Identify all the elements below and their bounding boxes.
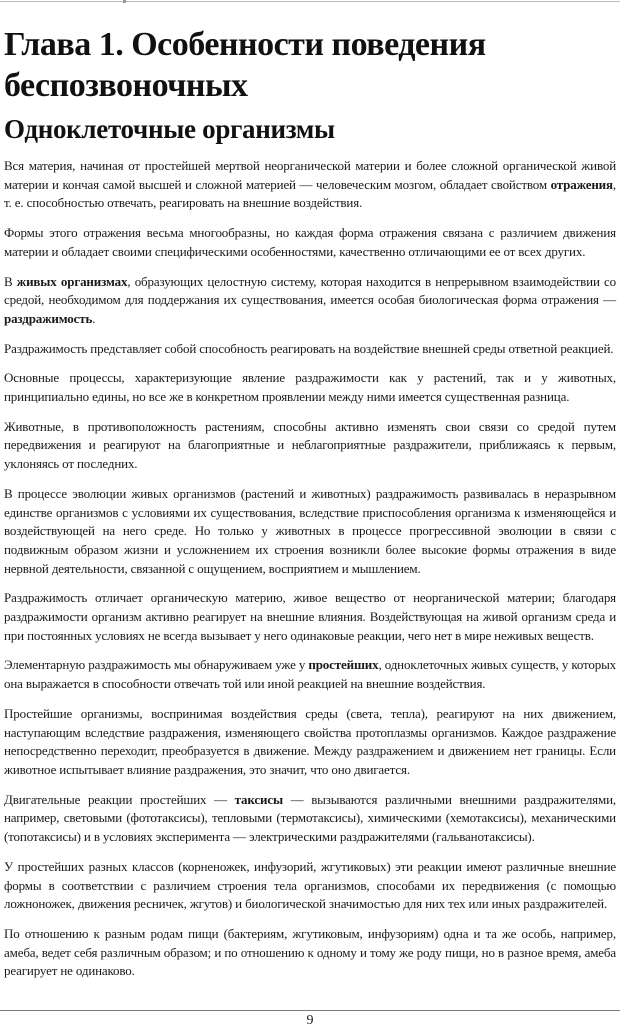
bold-term: таксисы (234, 791, 283, 807)
top-rule (0, 1, 620, 2)
bold-term: простейших (308, 657, 379, 673)
section-title: Одноклеточные организмы (4, 114, 335, 144)
bold-term: отражения (550, 176, 613, 192)
paragraph (4, 224, 616, 261)
text-run: Животные, в противоположность растениям, способны активно изменять свои связи со средой путем передвижения и реагируют на благоприятные и неблагоприятные раздражители, приближаясь к первым, уклоняясь от последних. (4, 418, 616, 472)
page-number: 9 (306, 1013, 314, 1028)
text-run: Двигательные реакции простейших — (4, 791, 235, 807)
paragraph (4, 157, 616, 213)
text-run: Простейшие организмы, воспринимая воздействия среды (света, тепла), реагируют на них движением, наступающим вследствие раздражения, изменяющего свойства протоплазмы организмов. Каждое раздражение непосредственно переходит, преобразуется в движение. Между раздражением и движением нет границы. Если животное испытывает влияние раздражения, это значит, что оно двигается. (4, 705, 616, 777)
bold-term: раздражимость (4, 310, 93, 326)
text-run: , т. е. способностью отвечать, реагировать на внешние воздействия. (4, 176, 616, 211)
text-run: Формы этого отражения весьма многообразны, но каждая форма отражения связана с различием движения материи и обладает своими специфическими особенностями, качественно отличающими ее от всех других. (4, 225, 616, 259)
paragraph (4, 656, 616, 693)
body-text (4, 157, 616, 981)
paragraph (4, 273, 616, 329)
text-run: По отношению к разным родам пищи (бактериям, жгутиковым, инфузориям) одна и та же особь, например, амеба, ведет себя различным образом; и по отношению к одному и тому же роду пищи, но в разное время, амеба реагирует не одинаково. (4, 925, 616, 979)
text-run: Вся материя, начиная от простейшей мертвой неорганической материи и более сложной органической живой материи и кончая самой высшей и сложной материей — человеческим мозгом, обладает свойством (4, 158, 616, 192)
page-body (4, 24, 616, 992)
text-run: , одноклеточных живых существ, у которых она выражается в способности отвечать той или иной реакцией на внешние воздействия. (4, 657, 617, 692)
paragraph (4, 705, 616, 780)
chapter-title: Глава 1. Особенности поведения беспозвоночных (4, 26, 486, 104)
text-run: — вызываются различными внешними раздражителями, например, световыми (фототаксисы), тепловыми (термотаксисы), химическими (хемотаксисы), механическими (топотаксисы) и в условиях эксперимента — электрическими раздражителями (гальванотаксисы). (4, 791, 616, 845)
text-run: В (4, 273, 17, 289)
paragraph (4, 369, 616, 406)
text-run: . (92, 310, 96, 326)
paragraph (4, 858, 616, 914)
paragraph (4, 925, 616, 981)
paragraph (4, 485, 616, 579)
paragraph (4, 589, 616, 645)
text-run: Элементарную раздражимость мы обнаруживаем уже у (4, 657, 309, 673)
bold-term: живых организмах (16, 273, 128, 289)
text-run: В процессе эволюции живых организмов (растений и животных) раздражимость развивалась в неразрывном единстве организмов с условиями их существования, вследствие приспособления организма к изменяющейся и воздействующей на него среде. Но только у животных в процессе прогрессивной эволюции в связи с подвижным образом жизни и усложнением их строения возникли более высокие формы отражения в виде нервной деятельности, связанной с ощущением, восприятием и мышлением. (4, 485, 616, 576)
text-run: , образующих целостную систему, которая находится в непрерывном взаимодействии со средой, необходимом для поддержания их существования, имеется особая биологическая форма отражения — (4, 273, 616, 308)
paragraph (4, 340, 616, 359)
paragraph (4, 791, 616, 847)
text-run: Раздражимость отличает органическую материю, живое вещество от неорганической материи; благодаря раздражимости организм активно реагирует на внешние влияния. Воздействующая на живой организм среда и при постоянных условиях не всегда вызывает у него одинаковые реакции, чего нет в мире неживых веществ. (4, 590, 616, 643)
text-run: У простейших разных классов (корненожек, инфузорий, жгутиковых) эти реакции имеют различные внешние формы в соответствии с различием строения тела организмов, способами их передвижения (с помощью ложноножек, движения ресничек, жгутов) и биологической значимостью для них тех или иных раздражителей. (4, 858, 616, 912)
footer-rule (0, 1010, 620, 1011)
paragraph (4, 418, 616, 474)
text-run: Основные процессы, характеризующие явление раздражимости как у растений, так и у животных, принципиально едины, но все же в конкретном проявлении между ними имеется существенная разница. (4, 370, 616, 405)
text-run: Раздражимость представляет собой способность реагировать на воздействие внешней среды ответной реакцией. (4, 340, 614, 356)
top-rule-mark (123, 0, 126, 3)
